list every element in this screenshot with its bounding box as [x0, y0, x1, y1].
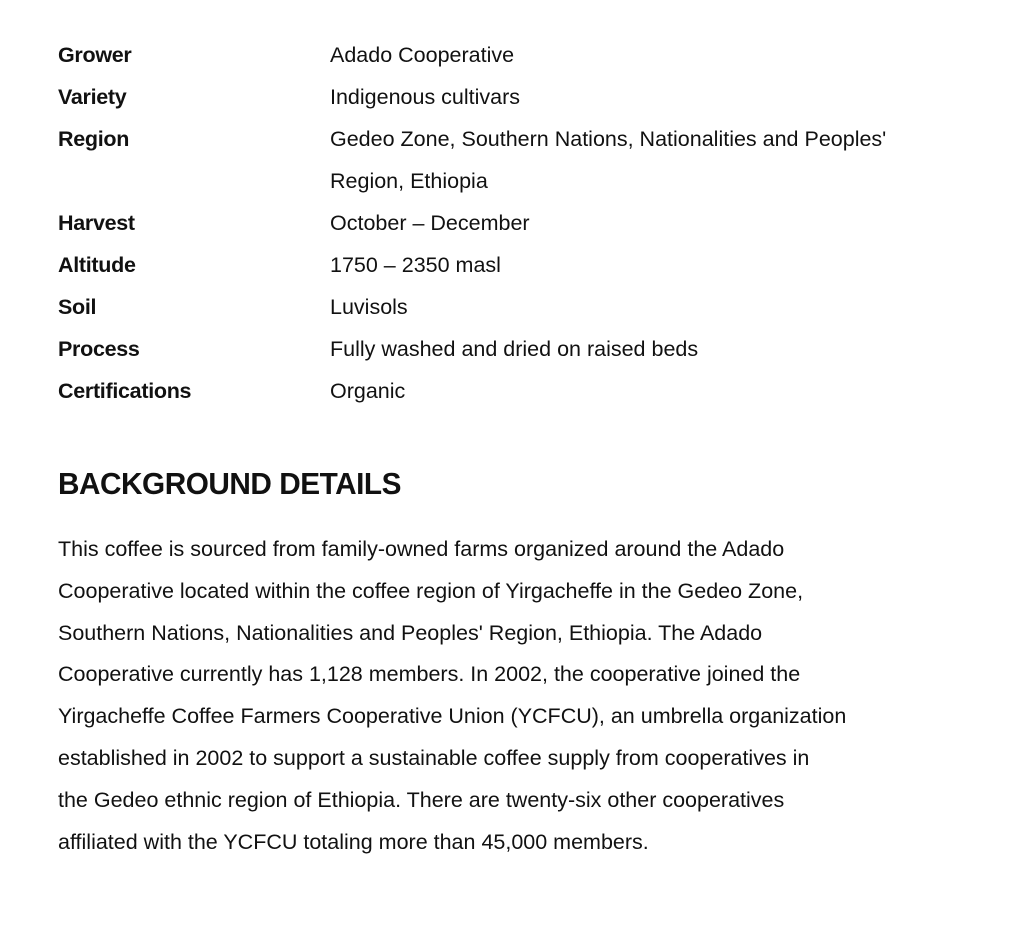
paragraph-line: established in 2002 to support a sustainable coffee supply from cooperatives in	[58, 745, 810, 770]
spec-value: Adado Cooperative	[330, 43, 515, 67]
spec-row-region	[58, 118, 955, 202]
paragraph-line: affiliated with the YCFCU totaling more than 45,000 members.	[58, 829, 649, 854]
spec-value: October – December	[330, 211, 530, 235]
spec-label: Grower	[58, 43, 132, 67]
coffee-specs-table	[58, 34, 955, 412]
background-paragraph	[58, 529, 846, 863]
spec-label: Certifications	[58, 379, 192, 403]
spec-label: Soil	[58, 295, 97, 319]
spec-value: 1750 – 2350 masl	[330, 253, 501, 277]
paragraph-line: the Gedeo ethnic region of Ethiopia. There are twenty-six other cooperatives	[58, 787, 785, 812]
paragraph-line: This coffee is sourced from family-owned farms organized around the Adado	[58, 537, 785, 561]
spec-row-certifications	[58, 370, 955, 412]
spec-label: Process	[58, 337, 140, 361]
spec-value: Luvisols	[330, 295, 408, 319]
paragraph-line: Southern Nations, Nationalities and Peoples' Region, Ethiopia. The Adado	[58, 620, 763, 645]
spec-value: Fully washed and dried on raised beds	[330, 337, 699, 361]
spec-label: Region	[58, 127, 130, 151]
spec-row-grower	[58, 34, 955, 76]
spec-row-variety	[58, 76, 955, 118]
spec-row-harvest	[58, 202, 955, 244]
spec-value: Gedeo Zone, Southern Nations, Nationalities and Peoples' Region, Ethiopia	[330, 127, 887, 193]
spec-label: Altitude	[58, 253, 136, 277]
background-heading: BACKGROUND DETAILS	[58, 466, 401, 501]
spec-row-altitude	[58, 244, 955, 286]
spec-row-process	[58, 328, 955, 370]
paragraph-line: Cooperative located within the coffee region of Yirgacheffe in the Gedeo Zone,	[58, 578, 804, 603]
paragraph-line: Yirgacheffe Coffee Farmers Cooperative Union (YCFCU), an umbrella organization	[58, 704, 847, 729]
spec-value: Organic	[330, 379, 406, 403]
paragraph-line: Cooperative currently has 1,128 members. In 2002, the cooperative joined the	[58, 662, 801, 687]
spec-label: Variety	[58, 85, 127, 109]
spec-value: Indigenous cultivars	[330, 85, 521, 109]
spec-row-soil	[58, 286, 955, 328]
spec-label: Harvest	[58, 211, 135, 235]
